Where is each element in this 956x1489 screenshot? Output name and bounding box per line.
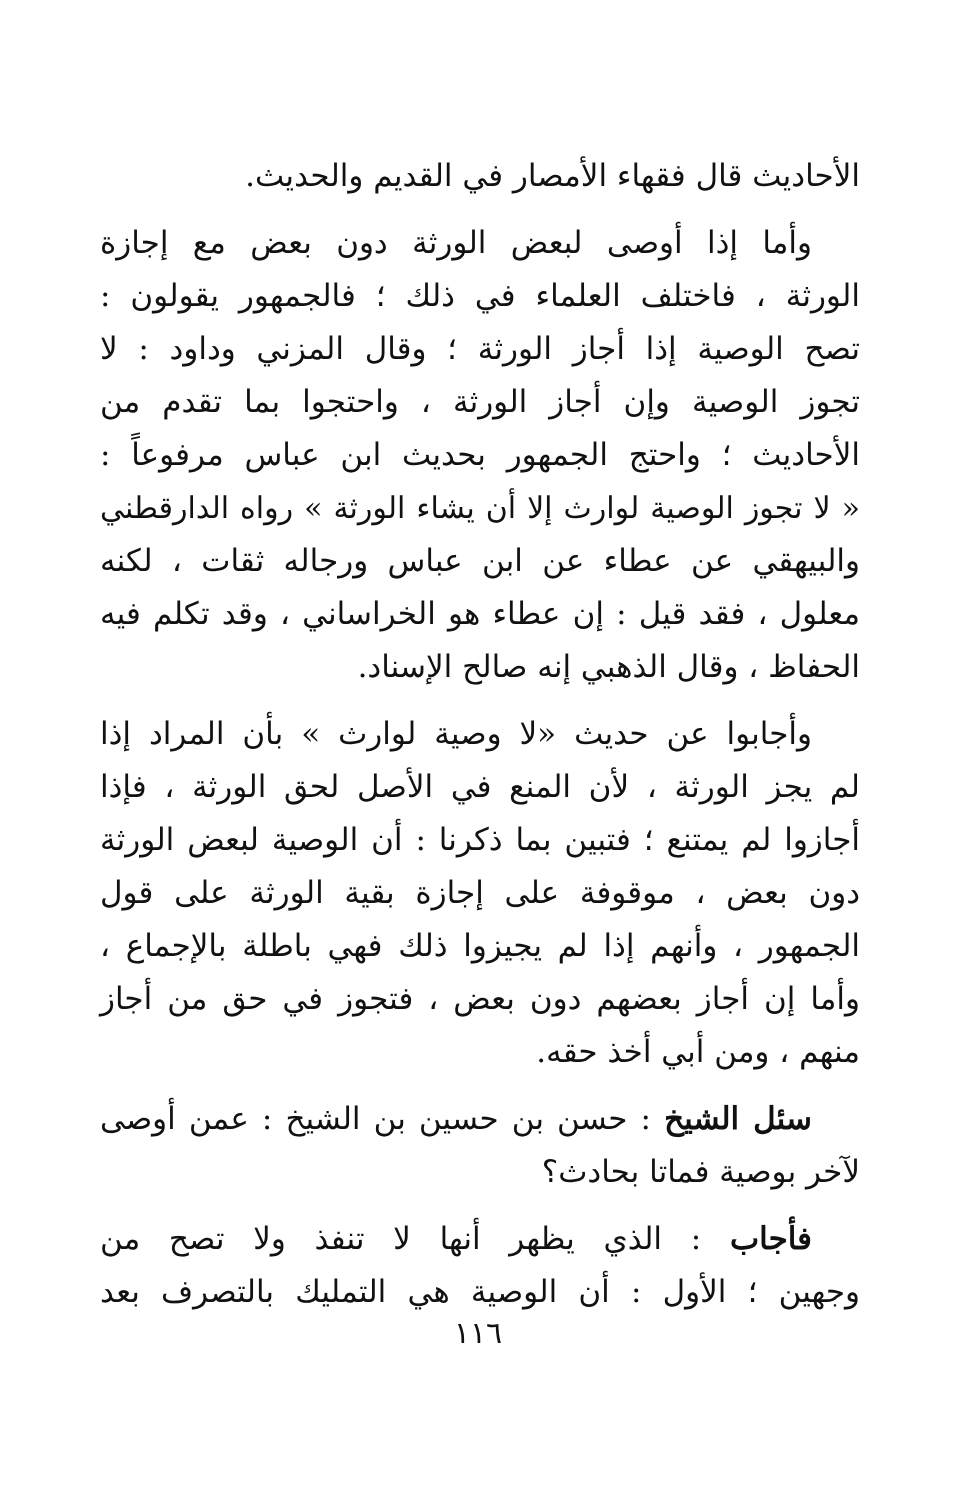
- text-line: وأما إن أجاز بعضهم دون بعض ، فتجوز في حق من أجاز: [100, 981, 860, 1017]
- answer-heading: فأجاب: [729, 1221, 812, 1257]
- page-number: ١١٦: [453, 1316, 503, 1351]
- paragraph-1: [100, 150, 860, 203]
- text-line: منهم ، ومن أبي أخذ حقه.: [536, 1034, 860, 1070]
- text-line: الورثة ، فاختلف العلماء في ذلك ؛ فالجمهور يقولون :: [100, 278, 860, 314]
- question-text: : حسن بن حسين بن الشيخ : عمن أوصى: [100, 1101, 665, 1137]
- text-line: [100, 1213, 860, 1266]
- text-line: « لا تجوز الوصية لوارث إلا أن يشاء الورثة » رواه الدارقطني: [100, 491, 860, 526]
- text-line: تجوز الوصية وإن أجاز الورثة ، واحتجوا بما تقدم من: [100, 384, 860, 420]
- text-line: والبيهقي عن عطاء عن ابن عباس ورجاله ثقات ، لكنه: [100, 543, 860, 579]
- answer-text: : الذي يظهر أنها لا تنفذ ولا تصح من: [100, 1221, 730, 1257]
- text-line: وأجابوا عن حديث «لا وصية لوارث » بأن المراد إذا: [100, 716, 812, 752]
- question-heading: سئل الشيخ: [664, 1101, 812, 1137]
- text-line: [100, 1093, 860, 1146]
- text-line: وأما إذا أوصى لبعض الورثة دون بعض مع إجازة: [100, 225, 812, 261]
- text-line: معلول ، فقد قيل : إن عطاء هو الخراساني ، وقد تكلم فيه: [100, 596, 860, 632]
- answer-paragraph: [100, 1213, 860, 1319]
- text-line: الجمهور ، وأنهم إذا لم يجيزوا ذلك فهي باطلة بالإجماع ،: [100, 928, 860, 964]
- text-line: وجهين ؛ الأول : أن الوصية هي التمليك بالتصرف بعد: [100, 1274, 860, 1310]
- text-line: تصح الوصية إذا أجاز الورثة ؛ وقال المزني وداود : لا: [100, 331, 860, 367]
- paragraph-2: [100, 217, 860, 694]
- text-line: الأحاديث قال فقهاء الأمصار في القديم والحديث.: [245, 158, 860, 194]
- page-body: [100, 150, 860, 1319]
- text-line: الأحاديث ؛ واحتج الجمهور بحديث ابن عباس مرفوعاً :: [100, 437, 860, 473]
- text-line: أجازوا لم يمتنع ؛ فتبين بما ذكرنا : أن الوصية لبعض الورثة: [100, 822, 860, 858]
- paragraph-3: [100, 708, 860, 1079]
- question-paragraph: [100, 1093, 860, 1199]
- text-line: الحفاظ ، وقال الذهبي إنه صالح الإسناد.: [357, 649, 860, 685]
- text-line: دون بعض ، موقوفة على إجازة بقية الورثة على قول: [100, 875, 860, 911]
- text-line: لآخر بوصية فماتا بحادث؟: [541, 1154, 860, 1190]
- text-line: لم يجز الورثة ، لأن المنع في الأصل لحق الورثة ، فإذا: [100, 769, 860, 805]
